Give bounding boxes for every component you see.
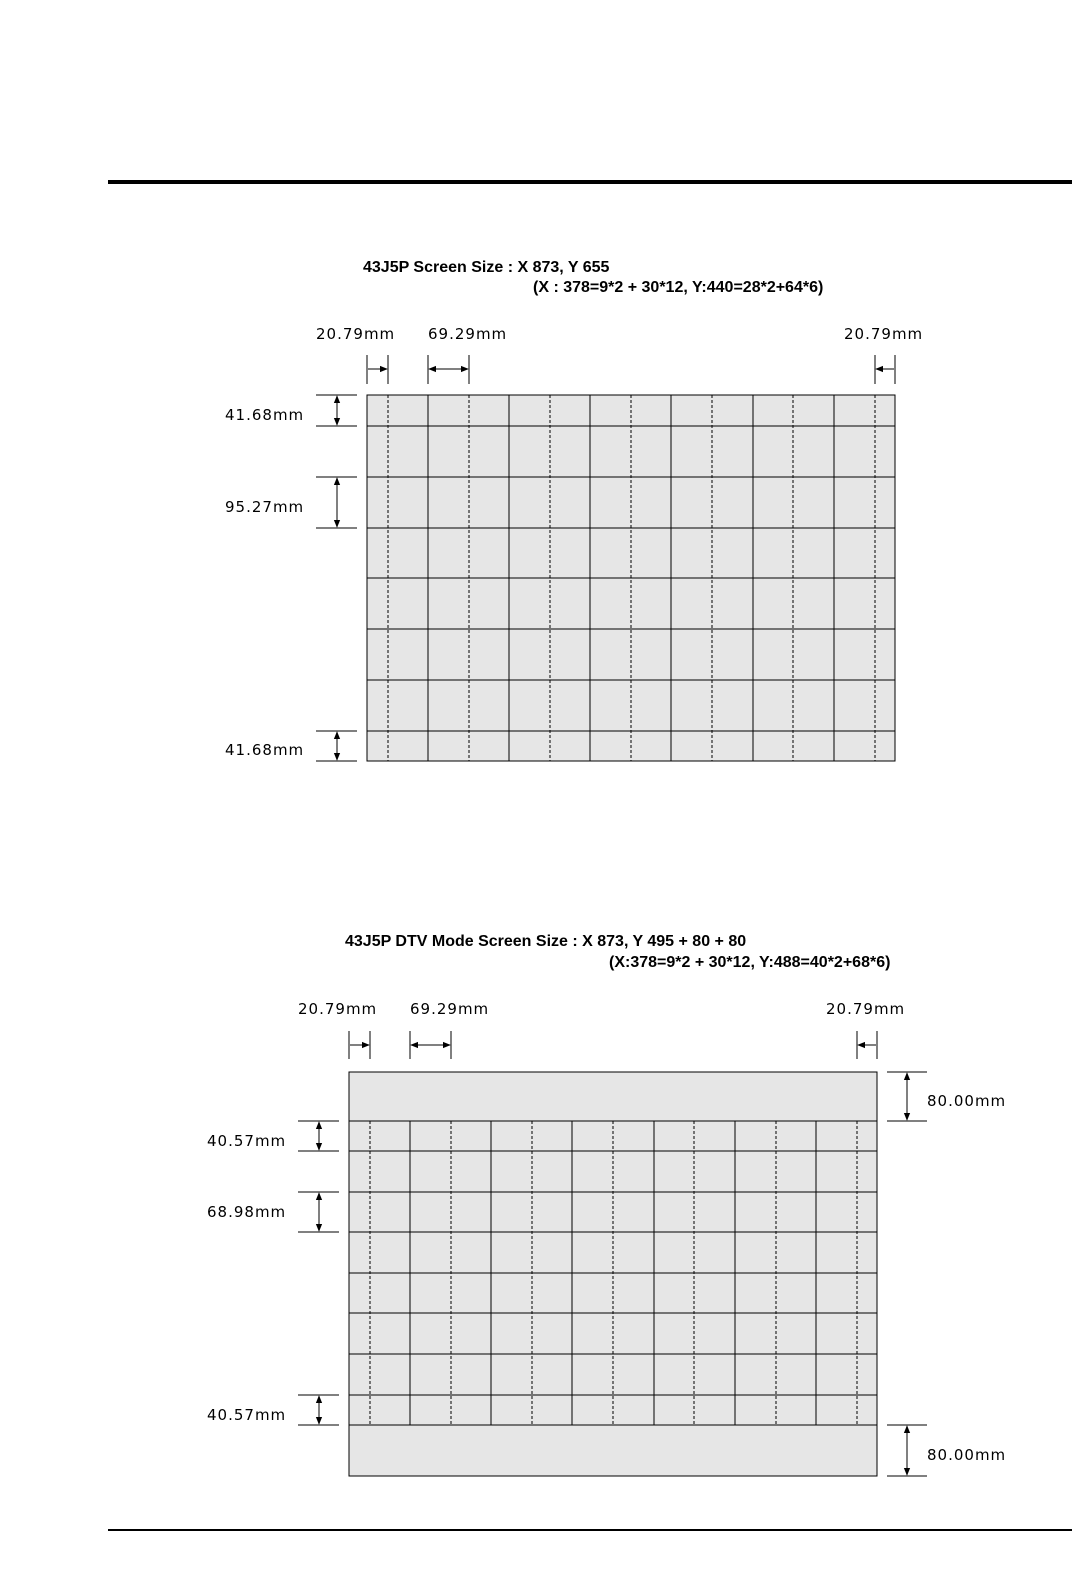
diagram2-bottom-band-dim	[887, 1425, 1006, 1476]
diagram2-cell-height-dim	[207, 1192, 339, 1232]
diagram2-left-margin-label: 20.79mm	[298, 1000, 378, 1018]
diagram2-top-band-label: 80.00mm	[927, 1092, 1007, 1110]
diagram1-top-margin-dim	[225, 395, 357, 426]
diagram2-title: 43J5P DTV Mode Screen Size : X 873, Y 495 + 80 + 80	[345, 933, 747, 950]
diagram1-title: 43J5P Screen Size : X 873, Y 655	[363, 259, 610, 276]
diagram1-top-margin-label: 41.68mm	[225, 406, 305, 424]
diagram1-grid	[367, 395, 895, 761]
diagram2-left-margin-dim	[298, 1000, 377, 1059]
diagram1-subtitle: (X : 378=9*2 + 30*12, Y:440=28*2+64*6)	[533, 279, 824, 296]
diagram2-cell-width-dim	[410, 1000, 489, 1059]
diagram1-cell-height-label: 95.27mm	[225, 498, 305, 516]
diagram1-cell-height-dim	[225, 477, 357, 528]
diagram1-bottom-margin-dim	[225, 731, 357, 761]
diagram2-top-margin-dim	[207, 1121, 339, 1151]
diagram1-bottom-margin-label: 41.68mm	[225, 741, 305, 759]
diagram2-bottom-margin-dim	[207, 1395, 339, 1425]
diagram1-left-margin-dim	[316, 325, 395, 384]
diagram2-cell-width-label: 69.29mm	[410, 1000, 490, 1018]
diagram2-right-margin-label: 20.79mm	[826, 1000, 906, 1018]
diagram1-left-margin-label: 20.79mm	[316, 325, 396, 343]
diagram2-bottom-margin-label: 40.57mm	[207, 1406, 287, 1424]
diagram1-cell-width-dim	[428, 325, 507, 384]
diagram1-right-margin-dim	[844, 325, 923, 384]
diagram2-top-band-dim	[887, 1072, 1006, 1121]
diagram2-grid	[349, 1072, 877, 1476]
diagram1-right-margin-label: 20.79mm	[844, 325, 924, 343]
diagram2-bottom-band-label: 80.00mm	[927, 1446, 1007, 1464]
diagram2-subtitle: (X:378=9*2 + 30*12, Y:488=40*2+68*6)	[609, 954, 891, 971]
diagram1-cell-width-label: 69.29mm	[428, 325, 508, 343]
diagram2-top-margin-label: 40.57mm	[207, 1132, 287, 1150]
diagram2-cell-height-label: 68.98mm	[207, 1203, 287, 1221]
diagram2-right-margin-dim	[826, 1000, 905, 1059]
